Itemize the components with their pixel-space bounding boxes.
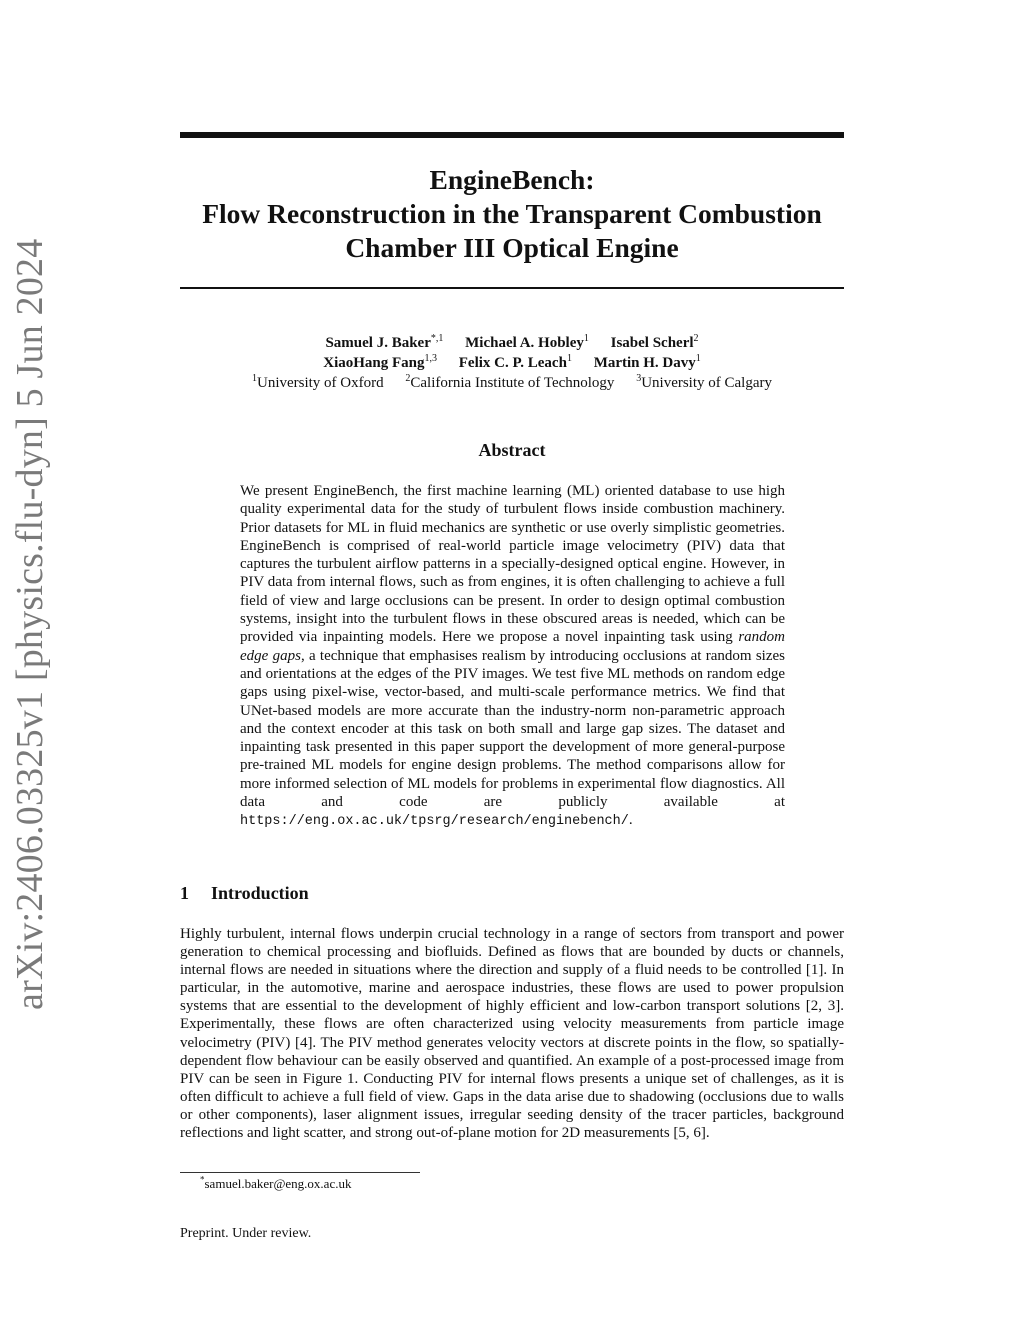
affiliation: $^2$California Institute of Technology (405, 373, 615, 391)
dataset-url-link[interactable]: https://eng.ox.ac.uk/tpsrg/research/enginebench/ (240, 814, 629, 830)
footnote-mark: * (200, 1174, 205, 1185)
introduction-paragraph: Highly turbulent, internal flows underpin crucial technology in a range of sectors from transport and power generation to chemical processing and biofluids. Defined as flows that are bounded by ducts or channels, internal flows are needed in situations where the direction and supply of a fluid needs to be controlled [1]. In particular, in the automotive, marine and aerospace industries, these flows are used to power propulsion systems that are essential to the development of highly efficient and low-carbon transport solutions [2, 3]. Experimentally, these flows are often characterized using velocity measurements from particle image velocimetry (PIV) [4]. The PIV method generates velocity vectors at discrete points in the flow, so spatially-dependent flow behaviour can be easily observed and quantified. An example of a post-processed image from PIV can be seen in Figure 1. Conducting PIV for internal flows presents a unique set of challenges, as it is often difficult to achieve a full field of view. Gaps in the data arise due to shadowing (occlusions due to walls or other components), laser alignment issues, irregular seeding density of the tracer particles, background reflections and light scatter, and strong out-of-plane motion for 2D measurements [5, 6]. (180, 926, 844, 1142)
abstract-text: We present EngineBench, the first machine learning (ML) oriented database to use high quality experimental data for the study of turbulent flows inside combustion machinery. Prior datasets for ML in fluid mechanics are synthetic or use overly simplistic geometries. EngineBench is comprised of real-world particle image velocimetry (PIV) data that captures the turbulent airflow patterns in a specially-designed optical engine. However, in PIV data from internal flows, such as from engines, it is often challenging to achieve a full field of view and large occlusions can be present. In order to design optimal combustion systems, insight into the turbulent flows in these obscured areas is needed, which can be provided via inpainting models. Here we propose a novel inpainting task using random edge gaps, a technique that emphasises realism by introducing occlusions at random sizes and orientations at the edges of the PIV images. We test five ML methods on random edge gaps using pixel-wise, vector-based, and multi-scale performance metrics. We find that UNet-based models are more accurate than the industry-norm non-parametric approach and the context encoder at this task on both small and large gap sizes. The dataset and inpainting task presented in this paper support the development of more general-purpose pre-trained ML models for engine design problems. The method comparisons allow for more informed selection of ML models for problems in experimental flow diagnostics. All data and code are publicly available at https://eng.ox.ac.uk/tpsrg/research/enginebench/. (240, 483, 785, 830)
author-name: XiaoHang Fang$^{1,3}$ (323, 353, 437, 371)
section-heading-introduction (180, 881, 844, 905)
title-top-rule (180, 132, 844, 138)
title-line-2: Flow Reconstruction in the Transparent Combustion (202, 198, 822, 229)
affiliation: $^3$University of Calgary (636, 373, 772, 391)
arxiv-stamp: arXiv:2406.03325v1 [physics.flu-dyn] 5 Jun 2024 (9, 238, 51, 1010)
author-name: Felix C. P. Leach$^1$ (458, 353, 572, 371)
footnote-rule (180, 1172, 420, 1173)
preprint-note: Preprint. Under review. (180, 1226, 312, 1241)
abstract-emphasis: random edge gaps (240, 629, 785, 664)
author-name: Martin H. Davy$^1$ (593, 353, 701, 371)
author-name: Samuel J. Baker$^{*,1}$ (325, 333, 444, 351)
title-bottom-rule (180, 287, 844, 289)
footnote (200, 1176, 351, 1192)
abstract-heading: Abstract (478, 440, 546, 460)
author-line-1 (150, 333, 874, 353)
title-line-3: Chamber III Optical Engine (345, 232, 679, 263)
affiliation: $^1$University of Oxford (251, 373, 384, 391)
paper-title (180, 163, 844, 265)
section-title: Introduction (211, 883, 309, 903)
title-line-1: EngineBench: (429, 164, 595, 195)
author-line-2 (150, 353, 874, 373)
author-block (150, 333, 874, 393)
footnote-email: samuel.baker@eng.ox.ac.uk (204, 1176, 352, 1191)
affiliation-line (150, 373, 874, 393)
section-number: 1 (180, 883, 189, 903)
author-name: Michael A. Hobley$^1$ (465, 333, 589, 351)
author-name: Isabel Scherl$^2$ (610, 333, 699, 351)
